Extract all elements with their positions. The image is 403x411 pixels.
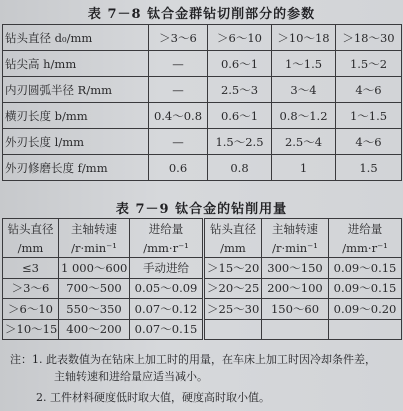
table-cell: 1 [272, 155, 336, 181]
table-cell: 0.8～1.2 [272, 103, 336, 129]
header-cell: 钻头直径 [204, 219, 262, 239]
table-cell: 1 000～600 [59, 258, 130, 279]
note-1-continued: 主轴转速和进给量应适当减小。 [54, 370, 208, 383]
note-2: 2. 工件材料硬度低时取大值，硬度高时取小值。 [36, 391, 270, 404]
table-cell: 300～150 [262, 258, 329, 279]
header-cell: 进给量 [329, 219, 402, 239]
table-cell: 0.05～0.09 [130, 278, 204, 299]
row-label: 横刃长度 b/mm [3, 103, 149, 129]
note-1: 注：1. 此表数值为在钻床上加工时的用量，在车床上加工时因冷却条件差， [10, 353, 376, 366]
table-cell: — [149, 129, 208, 155]
header-cell: 主轴转速 [59, 219, 130, 239]
table-cell: 0.09～0.20 [329, 299, 402, 320]
row-label: 外刃长度 l/mm [3, 129, 149, 155]
header-cell: 进给量 [130, 219, 204, 239]
row-label: 钻尖高 h/mm [3, 51, 149, 77]
table-header-row [3, 25, 402, 51]
table-cell: ＞20～25 [204, 278, 262, 299]
header-cell: ＞6～10 [208, 25, 272, 51]
table-cell: 1.5～2.5 [208, 129, 272, 155]
table-row [3, 51, 402, 77]
table-cell: 0.6 [149, 155, 208, 181]
header-cell: 钻头直径 d₀/mm [3, 25, 149, 51]
table-header-row [3, 219, 402, 239]
table-7-9-caption: 表 7－9 钛合金的钻削用量 [115, 202, 288, 217]
table-cell: — [149, 77, 208, 103]
table-row [3, 77, 402, 103]
table-cell: — [149, 51, 208, 77]
table-cell: 0.07～0.12 [130, 299, 204, 320]
table-cell: 1.5～2 [336, 51, 402, 77]
table-cell [204, 319, 262, 340]
table-cell: 0.09～0.15 [329, 278, 402, 299]
table-cell: ≤3 [3, 258, 59, 279]
table-cell: 0.07～0.15 [130, 319, 204, 340]
row-label: 外刃修磨长度 f/mm [3, 155, 149, 181]
row-label: 内刃圆弧半径 R/mm [3, 77, 149, 103]
table-row [3, 155, 402, 181]
table-cell: 0.09～0.15 [329, 258, 402, 279]
header-cell: 钻头直径 [3, 219, 59, 239]
table-row [3, 258, 402, 279]
table-cell: ＞25～30 [204, 299, 262, 320]
unit-cell: /mm·r⁻¹ [329, 238, 402, 258]
table-cell: ＞15～20 [204, 258, 262, 279]
header-cell: ＞10～18 [272, 25, 336, 51]
table-cell: ＞3～6 [3, 278, 59, 299]
table-header-units-row [3, 238, 402, 258]
unit-cell: /mm [3, 238, 59, 258]
table-cell: 手动进给 [130, 258, 204, 279]
table-row [3, 299, 402, 320]
drill-parameters-table [2, 24, 402, 181]
table-cell: 700～500 [59, 278, 130, 299]
header-cell: ＞3～6 [149, 25, 208, 51]
table-cell [329, 319, 402, 340]
table-cell: 4～6 [336, 77, 402, 103]
table-cell: 1～1.5 [272, 51, 336, 77]
unit-cell: /r·min⁻¹ [262, 238, 329, 258]
table-cell: 4～6 [336, 129, 402, 155]
unit-cell: /mm·r⁻¹ [130, 238, 204, 258]
table-cell: 400～200 [59, 319, 130, 340]
table-cell: 1.5 [336, 155, 402, 181]
unit-cell: /mm [204, 238, 262, 258]
table-cell: 550～350 [59, 299, 130, 320]
table-cell: 1～1.5 [336, 103, 402, 129]
header-cell: ＞18～30 [336, 25, 402, 51]
unit-cell: /r·min⁻¹ [59, 238, 130, 258]
table-cell: 2.5～4 [272, 129, 336, 155]
drilling-parameters-table [2, 218, 402, 340]
table-cell: 0.6～1 [208, 51, 272, 77]
table-cell: ＞10～15 [3, 319, 59, 340]
table-cell: 200～100 [262, 278, 329, 299]
table-7-8-caption: 表 7－8 钛合金群钻切削部分的参数 [87, 7, 316, 22]
table-cell: 2.5～3 [208, 77, 272, 103]
table-row [3, 129, 402, 155]
table-row [3, 319, 402, 340]
table-cell: 3～4 [272, 77, 336, 103]
table-cell: 0.6～1 [208, 103, 272, 129]
table-cell: ＞6～10 [3, 299, 59, 320]
table-cell: 150～60 [262, 299, 329, 320]
table-row [3, 278, 402, 299]
table-cell [262, 319, 329, 340]
table-cell: 0.8 [208, 155, 272, 181]
header-cell: 主轴转速 [262, 219, 329, 239]
table-cell: 0.4～0.8 [149, 103, 208, 129]
table-row [3, 103, 402, 129]
